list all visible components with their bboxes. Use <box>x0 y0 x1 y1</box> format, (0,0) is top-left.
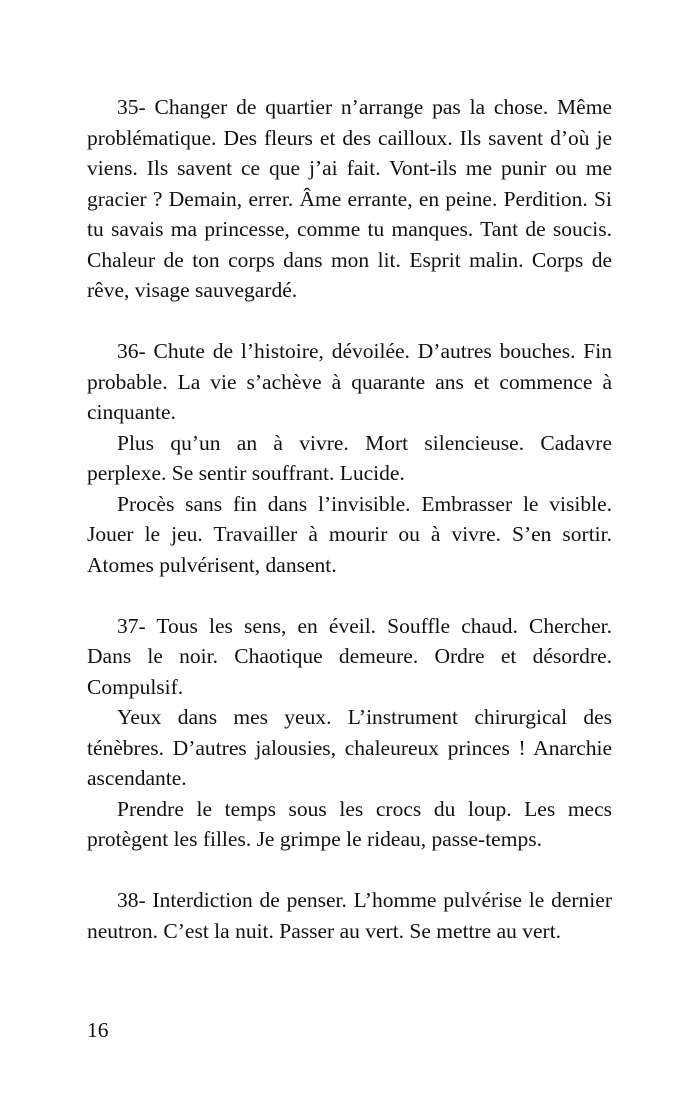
section-36 <box>87 336 612 580</box>
paragraph: Procès sans fin dans l’invisible. Embrasser le visible. Jouer le jeu. Travailler à mourir ou à vivre. S’en sortir. Atomes pulvérisent, dansent. <box>87 491 612 577</box>
paragraph: Prendre le temps sous les crocs du loup. Les mecs protègent les filles. Je grimpe le rideau, passe-temps. <box>87 796 612 851</box>
paragraph: Yeux dans mes yeux. L’instrument chirurgical des ténèbres. D’autres jalousies, chaleureux princes ! Anarchie ascendante. <box>87 705 612 790</box>
paragraph: 37- Tous les sens, en éveil. Souffle chaud. Chercher. Dans le noir. Chaotique demeure. Ordre et désordre. Compulsif. <box>87 613 612 699</box>
page-body <box>87 92 612 977</box>
paragraph: 36- Chute de l’histoire, dévoilée. D’autres bouches. Fin probable. La vie s’achève à quarante ans et commence à cinquante. <box>87 339 612 424</box>
page-number: 16 <box>87 1018 109 1042</box>
paragraph: 38- Interdiction de penser. L’homme pulvérise le dernier neutron. C’est la nuit. Passer au vert. Se mettre au vert. <box>87 888 612 943</box>
paragraph: Plus qu’un an à vivre. Mort silencieuse. Cadavre perplexe. Se sentir souffrant. Lucide. <box>87 430 612 485</box>
section-35 <box>87 92 612 306</box>
section-37 <box>87 611 612 855</box>
section-38 <box>87 885 612 946</box>
paragraph: 35- Changer de quartier n’arrange pas la chose. Même problématique. Des fleurs et des cailloux. Ils savent d’où je viens. Ils savent ce que j’ai fait. Vont-ils me punir ou me gracier ? Demain, errer. Âme errante, en peine. Perdition. Si tu savais ma princesse, comme tu manques. Tant de soucis. Chaleur de ton corps dans mon lit. Esprit malin. Corps de rêve, visage sauvegardé. <box>87 95 612 302</box>
